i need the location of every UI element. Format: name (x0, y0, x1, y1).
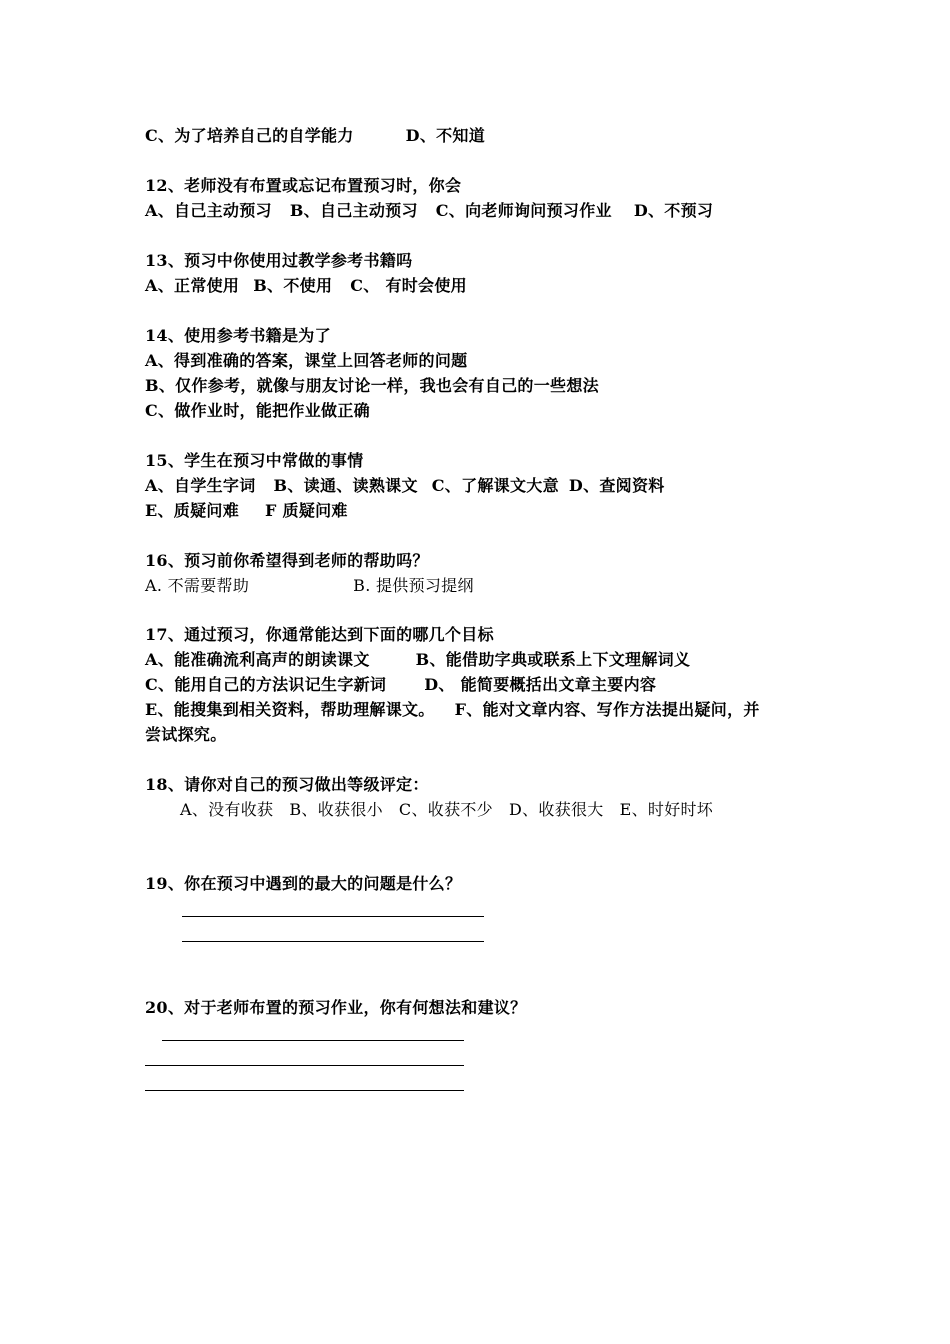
option-c: C、能用自己的方法识记生字新词 (145, 675, 387, 694)
answer-line-19-1[interactable] (182, 916, 484, 917)
option-e: E、质疑问难 (145, 501, 239, 520)
answer-line-20-1[interactable] (162, 1040, 464, 1041)
question-16-options (145, 575, 474, 597)
question-16: 16、预习前你希望得到老师的帮助吗？ (145, 551, 429, 570)
option-f: F 质疑问难 (265, 501, 348, 520)
option-line-c-d (145, 125, 485, 147)
question-15: 15、学生在预习中常做的事情 (145, 451, 364, 470)
option-b: B、自己主动预习 (289, 201, 418, 220)
option-a: A、自学生字词 (145, 476, 256, 495)
question-14-option-c: C、做作业时，能把作业做正确 (145, 401, 370, 420)
answer-line-20-2[interactable] (145, 1065, 464, 1066)
question-20: 20、对于老师布置的预习作业，你有何想法和建议？ (145, 998, 527, 1017)
option-b: B、能借助字典或联系上下文理解词义 (415, 650, 691, 669)
option-d: D、不知道 (405, 126, 486, 145)
question-17-options-2 (145, 674, 656, 696)
question-15-options-1 (145, 475, 665, 497)
option-d: D、收获很大 (508, 800, 604, 819)
question-12: 12、老师没有布置或忘记布置预习时，你会 (145, 176, 462, 195)
option-a: A. 不需要帮助 (145, 576, 250, 595)
question-17: 17、通过预习，你通常能达到下面的哪几个目标 (145, 625, 494, 644)
question-13-options (145, 275, 467, 297)
question-18: 18、请你对自己的预习做出等级评定： (145, 775, 429, 794)
option-b: B. 提供预习提纲 (353, 576, 474, 595)
option-f: F、能对文章内容、写作方法提出疑问，并 (454, 700, 760, 719)
option-e: E、能搜集到相关资料，帮助理解课文。 (145, 700, 435, 719)
option-d: D、不预习 (633, 201, 714, 220)
option-a: A、能准确流利高声的朗读课文 (145, 650, 370, 669)
option-b: B、读通、读熟课文 (273, 476, 418, 495)
answer-line-20-3[interactable] (145, 1090, 464, 1091)
question-14: 14、使用参考书籍是为了 (145, 326, 331, 345)
option-c: C、为了培养自己的自学能力 (145, 126, 354, 145)
option-d: D、 能简要概括出文章主要内容 (424, 675, 657, 694)
option-b: B、收获很小 (289, 800, 383, 819)
question-19: 19、你在预习中遇到的最大的问题是什么？ (145, 874, 462, 893)
question-17-options-3 (145, 699, 760, 721)
option-d: D、查阅资料 (568, 476, 665, 495)
question-15-options-2 (145, 500, 348, 522)
option-c: C、向老师询问预习作业 (435, 201, 612, 220)
option-a: A、自己主动预习 (145, 201, 272, 220)
question-13: 13、预习中你使用过教学参考书籍吗 (145, 251, 413, 270)
option-a: A、正常使用 (145, 276, 240, 295)
option-c: C、 有时会使用 (350, 276, 467, 295)
question-12-options (145, 200, 713, 222)
option-c: C、收获不少 (398, 800, 493, 819)
option-b: B、不使用 (253, 276, 333, 295)
question-18-options (180, 799, 713, 821)
question-14-option-a: A、得到准确的答案，课堂上回答老师的问题 (145, 351, 468, 370)
question-17-continuation: 尝试探究。 (145, 725, 227, 744)
question-14-option-b: B、仅作参考，就像与朋友讨论一样，我也会有自己的一些想法 (145, 376, 599, 395)
question-17-options-1 (145, 649, 690, 671)
option-e: E、时好时坏 (619, 800, 714, 819)
option-c: C、了解课文大意 (431, 476, 559, 495)
answer-line-19-2[interactable] (182, 941, 484, 942)
option-a: A、没有收获 (180, 800, 274, 819)
